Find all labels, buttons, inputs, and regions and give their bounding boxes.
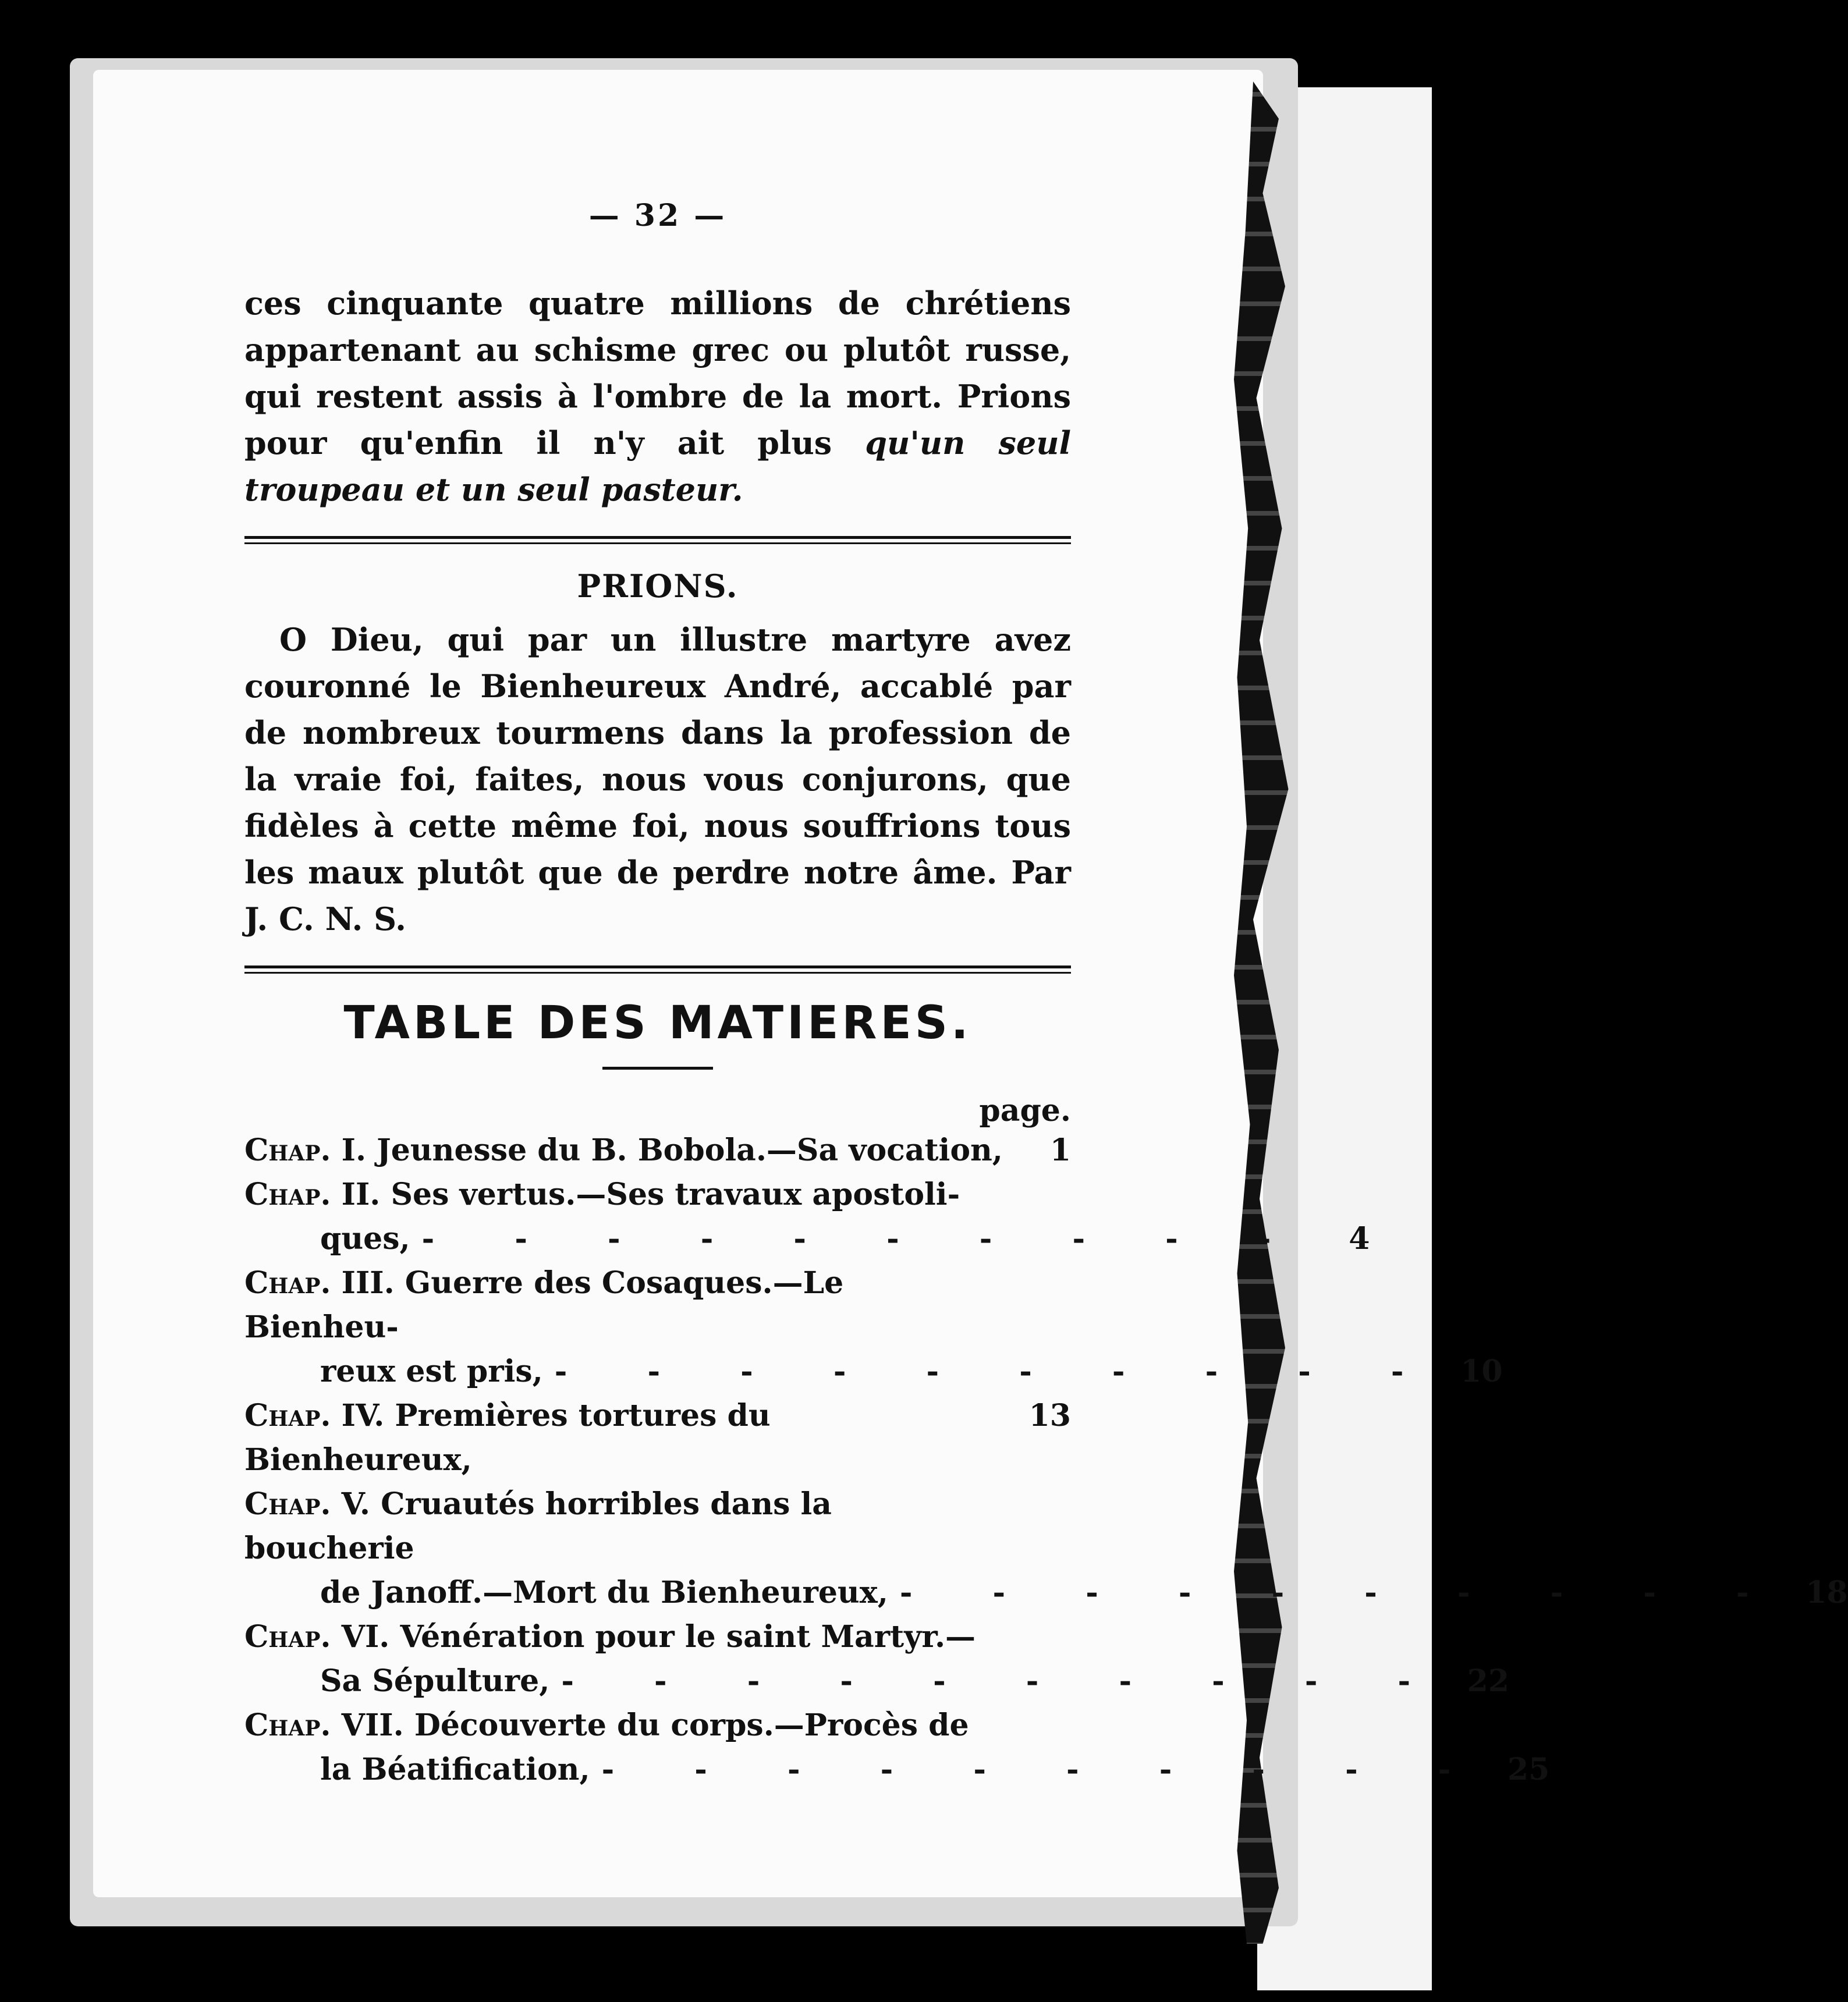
toc-page-number: 22 — [1467, 1663, 1510, 1699]
toc-leader-dots: - - - - - - - - - - — [601, 1752, 1486, 1787]
toc-entry[interactable] — [244, 1261, 1503, 1394]
toc-entry-title: V. Cruautés horribles dans la boucherie — [244, 1486, 832, 1566]
toc-page-number: 4 — [1349, 1221, 1370, 1256]
toc-chap-label: Chap. — [244, 1398, 331, 1433]
toc-entry-continuation: de Janoff.—Mort du Bienheureux, — [320, 1575, 888, 1610]
toc-chap-label: Chap. — [244, 1133, 331, 1168]
toc-chap-label: Chap. — [244, 1265, 331, 1301]
short-rule — [602, 1067, 713, 1070]
prayer-text: O Dieu, qui par un illustre martyre avez couronné le Bienheureux André, accablé par de nombreux tourmens dans la profession de la vraie foi, faites, nous vous conjurons, que fidèles à cette même foi, nous souffrions tous les maux plutôt que de perdre notre âme. Par J. C. N. S. — [244, 621, 1071, 938]
page-number: — 32 — — [588, 198, 727, 233]
prayer-heading: PRIONS. — [577, 567, 739, 605]
toc-entry[interactable] — [244, 1128, 1071, 1173]
toc-chap-label: Chap. — [244, 1619, 331, 1655]
page-content — [244, 198, 1848, 1792]
toc-entry-title: IV. Premières tortures du Bienheureux, — [244, 1398, 771, 1478]
toc-page-number: 10 — [1460, 1354, 1503, 1389]
toc-entry[interactable] — [244, 1703, 1550, 1792]
toc-entry-title: II. Ses vertus.—Ses travaux apostoli- — [341, 1177, 960, 1212]
double-rule-1 — [244, 536, 1071, 544]
toc-page-label: page. — [979, 1093, 1071, 1128]
toc-entry-continuation: reux est pris, — [320, 1354, 543, 1389]
toc-chap-label: Chap. — [244, 1486, 331, 1522]
toc-entry-continuation: Sa Sépulture, — [320, 1663, 550, 1699]
toc-entry-title: I. Jeunesse du B. Bobola.—Sa vocation, — [341, 1133, 1003, 1168]
toc-list — [244, 1128, 1848, 1792]
toc-page-number: 13 — [1028, 1398, 1071, 1433]
toc-entry-title: VI. Vénération pour le saint Martyr.— — [341, 1619, 976, 1655]
toc-entry[interactable] — [244, 1615, 1510, 1703]
double-rule-2 — [244, 965, 1071, 974]
toc-chap-label: Chap. — [244, 1708, 331, 1743]
toc-page-number: 1 — [1049, 1133, 1071, 1168]
toc-page-number: 18 — [1806, 1575, 1848, 1610]
toc-leader-dots: - - - - - - - - - - — [899, 1575, 1784, 1610]
toc-entry-continuation: ques, — [320, 1221, 410, 1256]
opening-text: ces cinquante quatre millions de chrétiens appartenant au schisme grec ou plutôt russe, qui restent assis à l'ombre de la mort. Prions pour qu'enfin il n'y ait plus — [244, 285, 1071, 462]
toc-title: TABLE DES MATIERES. — [343, 997, 972, 1049]
opening-paragraph — [244, 280, 1071, 513]
toc-entry[interactable] — [244, 1394, 1071, 1482]
toc-page-number: 25 — [1507, 1752, 1550, 1787]
toc-entry[interactable] — [244, 1482, 1848, 1615]
toc-chap-label: Chap. — [244, 1177, 331, 1212]
toc-entry-continuation: la Béatification, — [320, 1752, 590, 1787]
toc-entry-title: VII. Découverte du corps.—Procès de — [341, 1708, 969, 1743]
opening-emphasis: qu'un seul troupeau et un seul pasteur. — [244, 424, 1071, 508]
toc-entry-title: III. Guerre des Cosaques.—Le Bienheu- — [244, 1265, 844, 1345]
toc-leader-dots: - - - - - - - - - - — [561, 1663, 1446, 1699]
toc-leader-dots: - - - - - - - - - - — [554, 1354, 1439, 1389]
toc-entry[interactable] — [244, 1173, 1370, 1261]
toc-leader-dots: - - - - - - - - - - — [421, 1221, 1306, 1256]
